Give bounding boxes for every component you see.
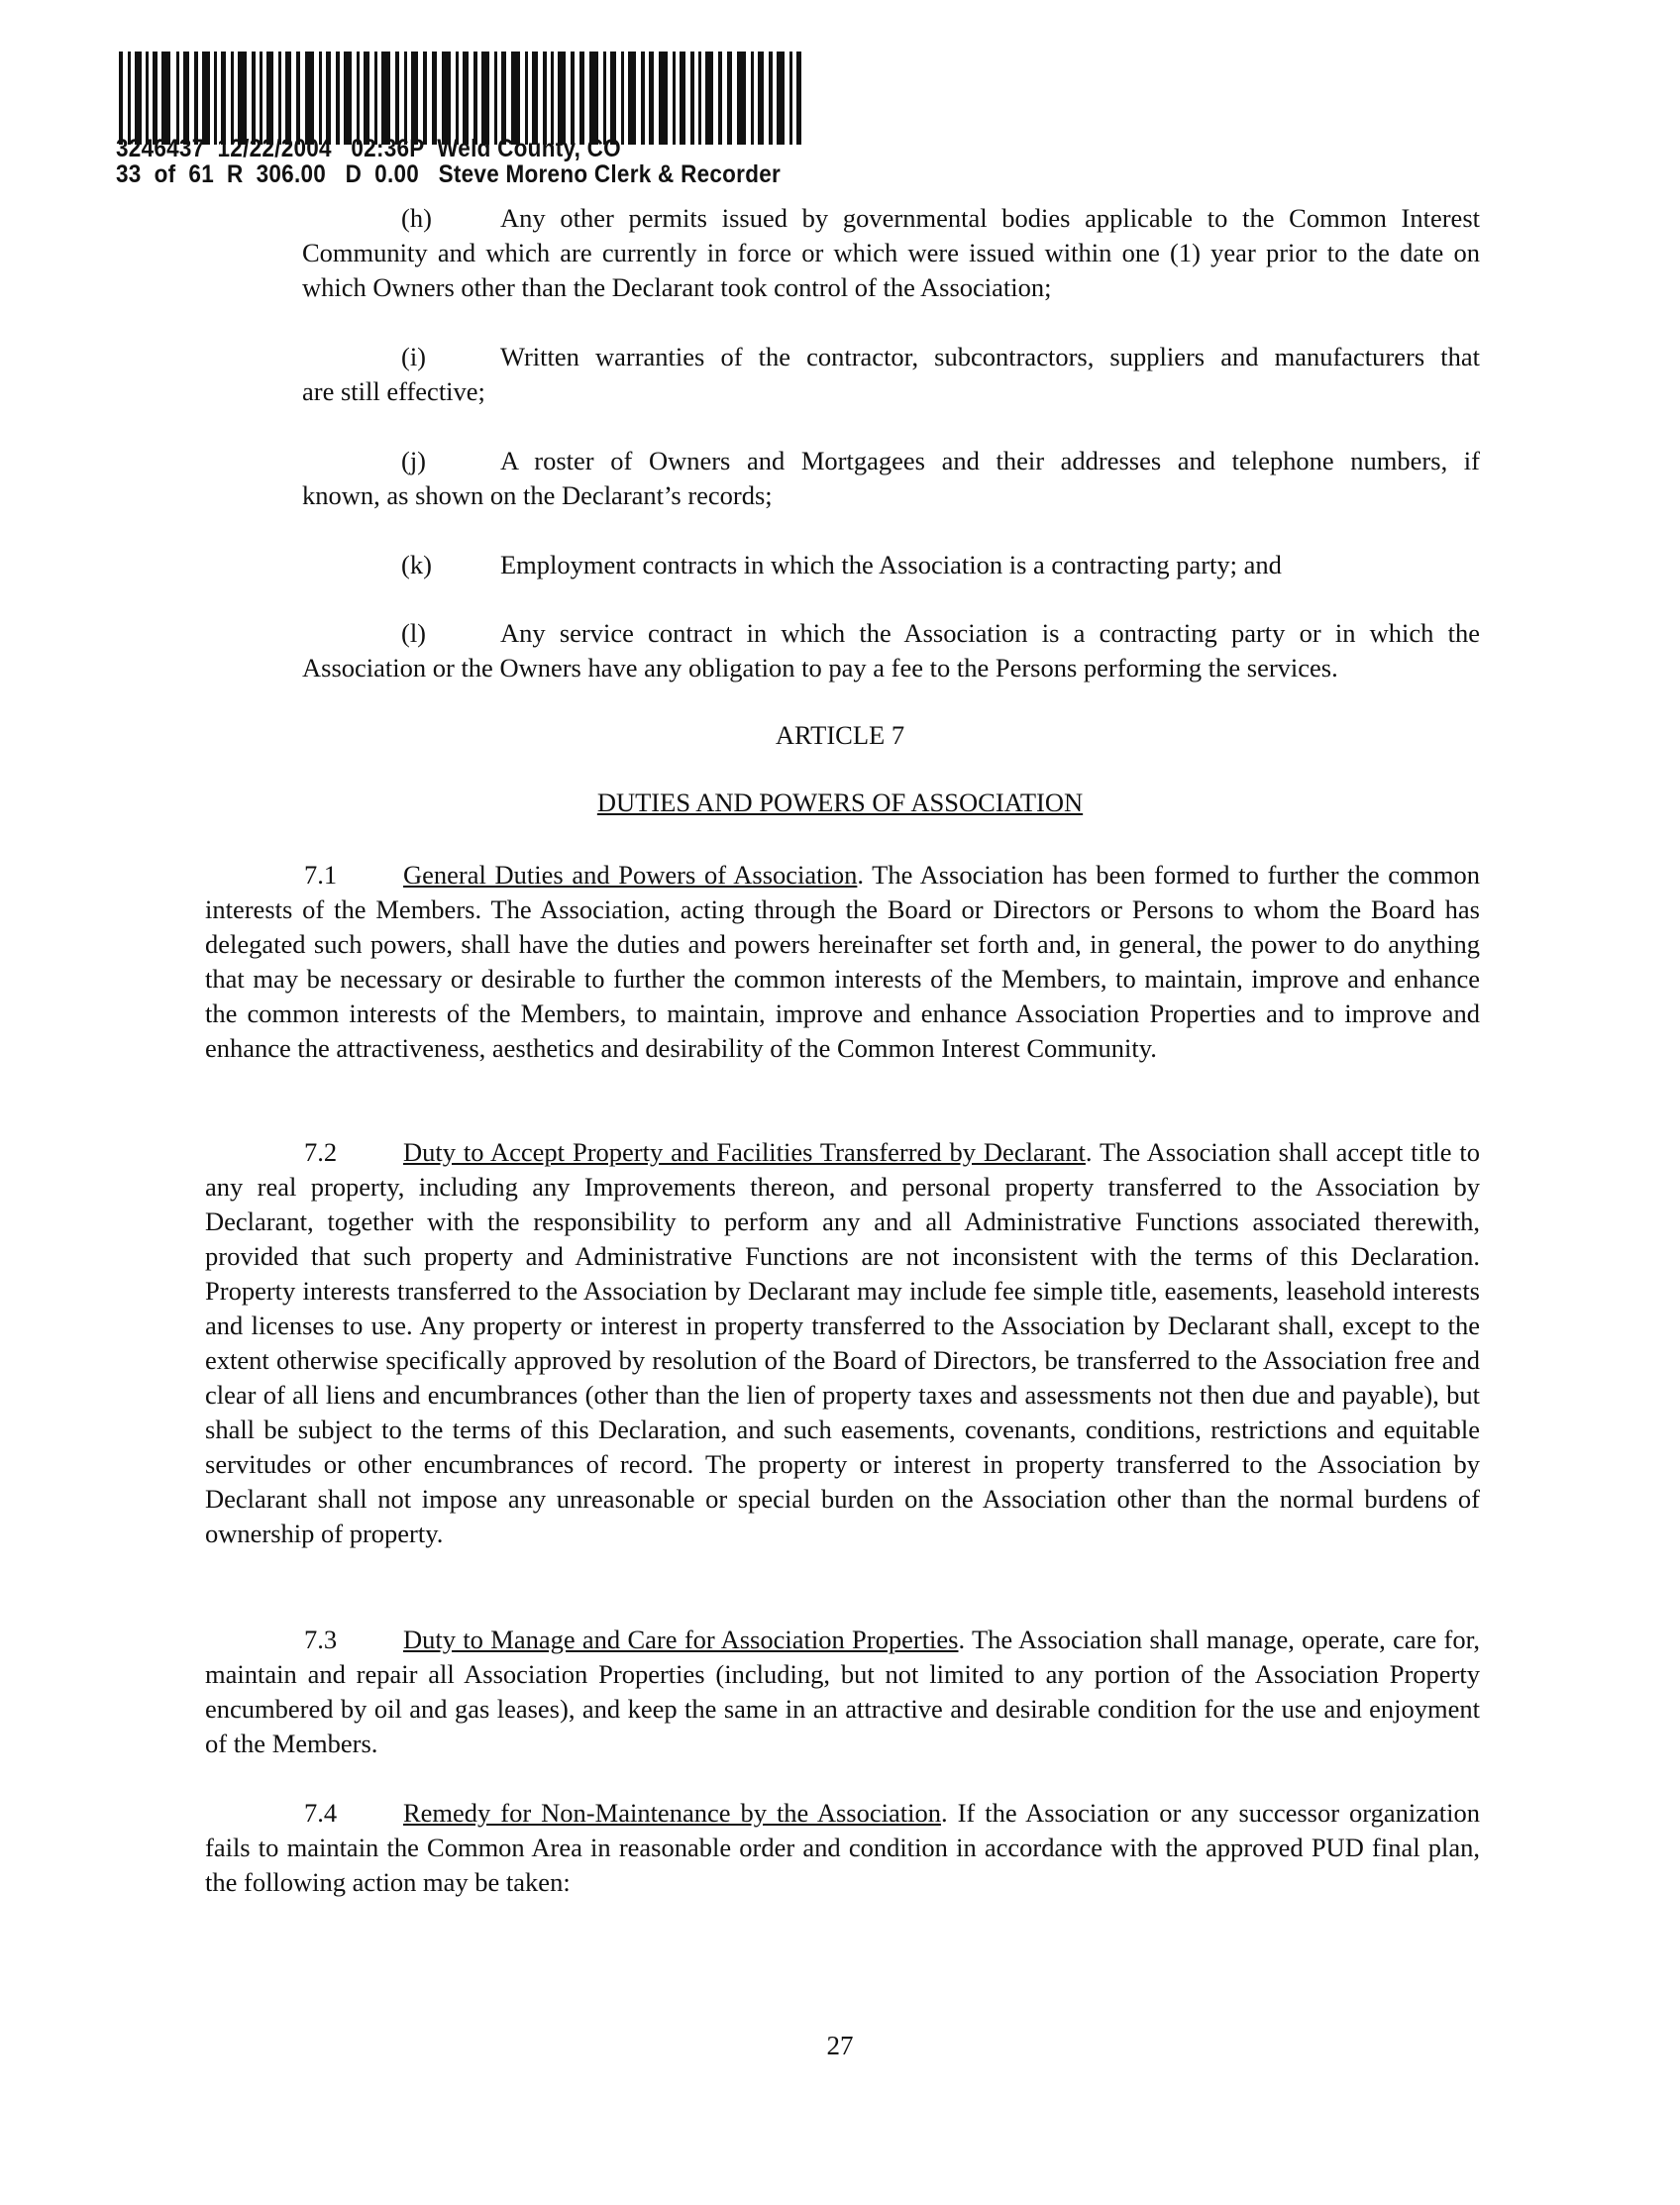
item-continuation: Association or the Owners have any obligation to pay a fee to the Persons performing the services. — [302, 653, 1338, 682]
section-number: 7.3 — [304, 1625, 338, 1654]
article-title: DUTIES AND POWERS OF ASSOCIATION — [596, 788, 1084, 817]
recording-barcode — [119, 52, 802, 145]
section-number: 7.4 — [304, 1798, 338, 1828]
item-continuation: known, as shown on the Declarant’s records; — [302, 480, 773, 510]
item-first-line: Written warranties of the contractor, subcontractors, suppliers and manufacturers that — [500, 342, 1480, 371]
section-heading: Duty to Manage and Care for Association Properties — [403, 1625, 959, 1654]
section-text: . The Association shall accept title to any real property, including any Improvements thereon, and personal property transferred to the Association by Declarant, together with the responsibility to perform any and all Administrative Functions associated therewith, provided that such property and Administrative Functions are not inconsistent with the terms of this Declaration. Property interests transferred to the Association by Declarant may include fee simple title, easements, leasehold interests and licenses to use. Any property or interest in property transferred to the Association by Declarant shall, except to the extent otherwise specifically approved by resolution of the Board of Directors, be transferred to the Association free and clear of all liens and encumbrances (other than the lien of property taxes and assessments not then due and payable), but shall be subject to the terms of this Declaration, and such easements, covenants, conditions, restrictions and equitable servitudes or other encumbrances of record. The property or interest in property transferred to the Association by Declarant shall not impose any unreasonable or special burden on the Association other than the normal burdens of ownership of property. — [205, 1137, 1480, 1548]
item-first-line: Any other permits issued by governmental bodies applicable to the Common Interest — [500, 203, 1480, 233]
section-text: . The Association has been formed to further the common interests of the Members. The Association, acting through the Board or Directors or Persons to whom the Board has delegated such powers, shall have the duties and powers hereinafter set forth and, in general, the power to do anything that may be necessary or desirable to further the common interests of the Members, to maintain, improve and enhance the common interests of the Members, to maintain, improve and enhance Association Properties and to improve and enhance the attractiveness, aesthetics and desirability of the Common Interest Community. — [205, 860, 1481, 1063]
section-heading: General Duties and Powers of Association — [403, 860, 858, 890]
section-heading: Remedy for Non-Maintenance by the Association — [403, 1798, 941, 1828]
item-marker: (j) — [401, 446, 427, 475]
recording-stamp-line2: 33 of 61 R 306.00 D 0.00 Steve Moreno Clerk & Recorder — [116, 160, 782, 188]
section-text: . If the Association or any successor organization fails to maintain the Common Area in reasonable order and condition in accordance with the approved PUD final plan, the following action may be taken: — [205, 1798, 1480, 1897]
section-7-1 — [205, 858, 1480, 1066]
section-text: . The Association shall manage, operate, care for, maintain and repair all Association Properties (including, but not limited to any portion of the Association Property encumbered by oil and gas leases), and keep the same in an attractive and desirable condition for the use and enjoyment of the Members. — [205, 1625, 1480, 1758]
section-number: 7.1 — [304, 860, 338, 890]
item-marker: (l) — [401, 618, 427, 648]
item-marker: (k) — [401, 550, 432, 579]
section-7-2 — [205, 1135, 1480, 1551]
item-first-line: Employment contracts in which the Association is a contracting party; and — [500, 550, 1282, 579]
section-7-3 — [205, 1623, 1480, 1761]
article-number: ARTICLE 7 — [775, 720, 905, 750]
recording-stamp-line1: 3246437 12/22/2004 02:36P Weld County, CO — [116, 135, 621, 162]
item-continuation: are still effective; — [302, 376, 485, 406]
item-marker: (h) — [401, 203, 432, 233]
item-marker: (i) — [401, 342, 427, 371]
section-number: 7.2 — [304, 1137, 338, 1167]
page-number: 27 — [826, 2031, 854, 2060]
section-heading: Duty to Accept Property and Facilities Transferred by Declarant — [403, 1137, 1086, 1167]
item-first-line: A roster of Owners and Mortgagees and their addresses and telephone numbers, if — [500, 446, 1480, 475]
item-continuation: Community and which are currently in force or which were issued within one (1) year prior to the date on which Owners other than the Declarant took control of the Association; — [302, 238, 1480, 302]
section-7-4 — [205, 1796, 1480, 1900]
item-first-line: Any service contract in which the Association is a contracting party or in which the — [500, 618, 1480, 648]
article-title-wrap — [0, 788, 1680, 818]
